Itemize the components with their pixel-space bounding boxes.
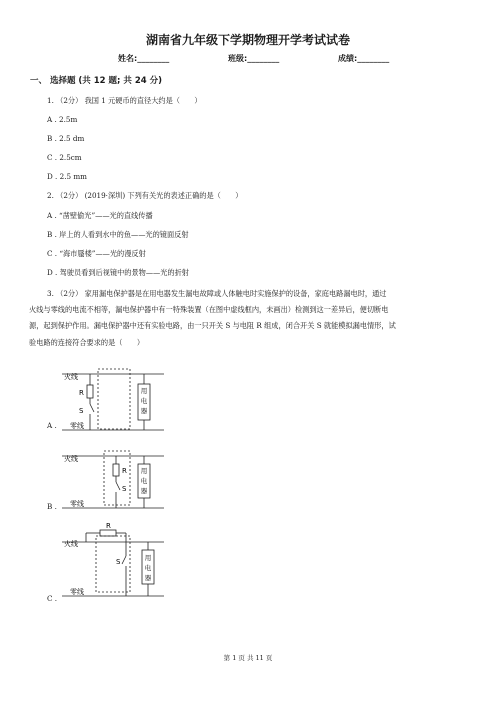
question-2-stem: 2. （2分） (2019·深圳) 下列有关光的表述正确的是（ ） — [47, 191, 243, 200]
appliance-char-3: 器 — [140, 407, 148, 415]
switch-label: S — [79, 407, 84, 415]
section-heading: 一、 选择题 (共 12 题; 共 24 分) — [30, 76, 163, 86]
neutral-wire-label: 零线 — [70, 422, 84, 430]
question-2-option-a: A . “凿壁偷光”——光的直线传播 — [47, 211, 153, 220]
question-2-option-c: C . “海市蜃楼”——光的漫反射 — [47, 249, 146, 258]
question-1-stem: 1. （2分） 我国 1 元硬币的直径大约是（ ） — [47, 96, 202, 105]
page-title: 湖南省九年级下学期物理开学考试试卷 — [145, 33, 350, 47]
neutral-wire-label: 零线 — [70, 500, 84, 508]
switch-label: S — [116, 558, 121, 566]
appliance-char-3: 器 — [144, 574, 152, 582]
resistor-label: R — [122, 467, 127, 475]
question-1-option-b: B . 2.5 dm — [47, 134, 85, 143]
circuit-diagram-c — [60, 522, 166, 600]
page-number: 第 1 页 共 11 页 — [223, 654, 273, 662]
question-3-stem-line-2: 火线与零线的电流不相等，漏电保护器中有一特殊装置（在图中虚线框内，未画出）检测到这一差异后，便切断电 — [29, 305, 389, 314]
question-1-option-d: D . 2.5 mm — [47, 172, 87, 181]
appliance-char-2: 电 — [140, 397, 148, 405]
name-field: 姓名:________ — [118, 54, 170, 63]
live-wire-label: 火线 — [64, 373, 78, 381]
appliance-char-1: 用 — [140, 387, 148, 395]
circuit-diagram-a — [60, 368, 166, 432]
appliance-char-1: 用 — [144, 554, 152, 562]
circuit-diagram-b — [60, 450, 166, 514]
resistor-label: R — [79, 389, 84, 397]
question-3-stem-line-3: 源，起到保护作用。漏电保护器中还有实验电路，由一只开关 S 与电阻 R 组成，闭合开关 S 就能模拟漏电情形，试 — [29, 321, 396, 330]
question-2-option-b: B . 岸上的人看到水中的鱼——光的镜面反射 — [47, 230, 189, 239]
question-3-stem-line-1: 3. （2分） 家用漏电保护器是在用电器发生漏电故障或人体触电时实施保护的设备，家庭电路漏电时，通过 — [47, 289, 387, 298]
class-field: 班级:________ — [228, 54, 280, 63]
neutral-wire-label: 零线 — [70, 588, 84, 596]
question-3-option-a: A . — [47, 421, 57, 430]
question-3-option-b: B . — [47, 502, 57, 511]
resistor-label: R — [106, 522, 111, 530]
appliance-char-2: 电 — [140, 477, 148, 485]
live-wire-label: 火线 — [64, 540, 78, 548]
score-field: 成绩:________ — [338, 54, 390, 63]
question-3-stem-line-4: 验电路的连接符合要求的是（ ） — [29, 338, 145, 347]
appliance-char-1: 用 — [140, 467, 148, 475]
question-2-option-d: D . 驾驶员看到后视镜中的景物——光的折射 — [47, 268, 189, 277]
appliance-char-2: 电 — [144, 564, 152, 572]
switch-label: S — [122, 485, 127, 493]
question-3-option-c: C . — [47, 594, 58, 603]
question-1-option-a: A . 2.5m — [47, 115, 78, 124]
live-wire-label: 火线 — [64, 455, 78, 463]
question-1-option-c: C . 2.5cm — [47, 153, 82, 162]
appliance-char-3: 器 — [140, 487, 148, 495]
